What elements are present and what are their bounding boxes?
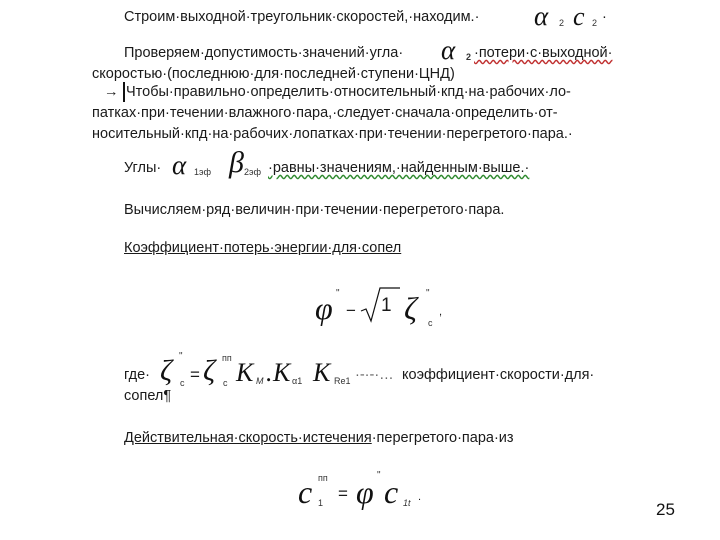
alpha-subscript: 1эф — [194, 167, 212, 177]
zeta-subscript: c — [180, 378, 185, 388]
paragraph-text-continued: ·потери·с·выходной· — [474, 45, 613, 61]
zeta-symbol: ζ — [404, 290, 417, 326]
zeta-symbol: ζ — [160, 354, 173, 387]
paragraph-compute: Вычисляем·ряд·величин·при·течении·перегретого·пара. — [124, 202, 505, 218]
phi-prime: " — [336, 288, 340, 299]
alpha-subscript: 2 — [466, 52, 472, 62]
zeta-symbol-2: ζ — [203, 354, 216, 387]
sqrt-icon — [360, 285, 400, 325]
where-text: коэффициент·скорости·для· — [402, 367, 595, 383]
c-subscript-2: 1t — [403, 498, 411, 508]
zeta-subscript-2: c — [223, 378, 228, 388]
equals-sign: = — [338, 484, 348, 503]
one-digit: 1 — [381, 295, 392, 316]
c-symbol-2: c — [384, 474, 399, 510]
paragraph-check-angle — [124, 45, 403, 61]
c-subscript: 1 — [318, 498, 324, 508]
zeta-superscript: " — [179, 351, 183, 362]
where-prefix: где· — [124, 367, 150, 383]
k-alpha-subscript: α1 — [292, 376, 303, 386]
paragraph-wet-steam-line1: Чтобы·правильно·определить·относительный·кпд·на·рабочих·ло- — [126, 84, 571, 100]
zeta-superscript: " — [426, 288, 430, 299]
equals-sign: = — [190, 365, 200, 384]
dot-symbol: . — [266, 358, 273, 387]
c-symbol: c — [573, 2, 585, 31]
alpha-symbol: α — [441, 35, 456, 65]
alpha-subscript: 2 — [559, 18, 565, 28]
arrow-icon: → — [104, 84, 119, 100]
zeta-subscript: c — [428, 318, 433, 328]
paragraph-line-2: скоростью·(последнюю·для·последней·ступени·ЦНД) — [92, 66, 455, 82]
alpha-symbol: α — [172, 150, 187, 180]
paragraph-tail: · — [602, 9, 607, 25]
page-number: 25 — [656, 500, 675, 519]
paragraph-angles-continued: ·равны·значениям,·найденным·выше.· — [268, 160, 530, 176]
k-re-symbol: K — [313, 358, 331, 387]
paragraph-text: Строим·выходной·треугольник·скоростей,·находим.· — [124, 9, 480, 25]
equation-tail: , — [439, 306, 443, 318]
zeta-superscript-2: пп — [222, 353, 232, 363]
paragraph-build-triangle — [124, 9, 479, 25]
paragraph-text: Проверяем·допустимость·значений·угла· — [124, 45, 404, 61]
beta-symbol: β — [229, 146, 244, 179]
paragraph-wet-steam-line3: носительный·кпд·на·рабочих·лопатках·при·течении·перегретого·пара.· — [92, 126, 573, 142]
beta-subscript: 2эф — [244, 167, 262, 177]
paragraph-loss-coefficient: Коэффициент·потерь·энергии·для·сопел — [124, 240, 402, 256]
alpha-symbol: α — [534, 1, 549, 31]
c-superscript: пп — [318, 473, 328, 483]
k-m-symbol: K — [236, 358, 254, 387]
c-symbol: c — [298, 474, 313, 510]
c-subscript: 2 — [592, 18, 598, 28]
paragraph-actual-velocity: Действительная·скорость·истечения·перегретого·пара·из — [124, 430, 514, 446]
equation-tail: . — [418, 491, 422, 503]
text-cursor — [123, 82, 125, 102]
k-m-subscript: M — [256, 376, 264, 386]
paragraph-angles: Углы· — [124, 160, 162, 176]
k-alpha-symbol: K — [273, 358, 291, 387]
phi-symbol: φ — [356, 474, 374, 510]
dots-filler: ·-·-·… — [355, 367, 394, 383]
phi-symbol: φ — [315, 290, 333, 326]
paragraph-wet-steam-line2: патках·при·течении·влажного·пара,·следует·сначала·определить·от- — [92, 105, 558, 121]
k-re-subscript: Re1 — [334, 376, 351, 386]
minus-sign: − — [346, 301, 356, 320]
where-line-2: сопел¶ — [124, 388, 172, 404]
phi-superscript: " — [377, 470, 381, 481]
